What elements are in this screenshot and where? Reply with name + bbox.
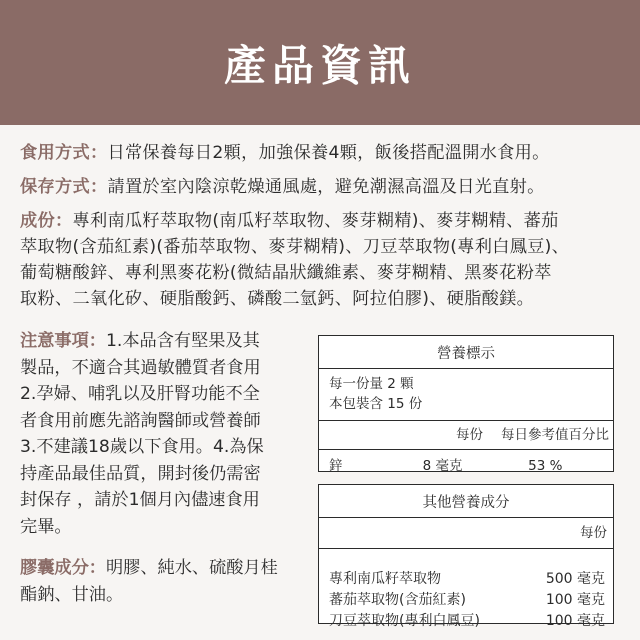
nutrient-percent: 53 % (528, 458, 563, 474)
col-daily-value: 每日參考值百分比 (501, 427, 609, 443)
storage-section (20, 174, 626, 200)
notes-line: 注意事項：1.本品含有堅果及其 (20, 331, 260, 351)
ingredients-line: 成份：專利南瓜籽萃取物(南瓜籽萃取物、麥芽糊精)、麥芽糊精、蕃茄 (20, 211, 559, 231)
notes-label: 注意事項： (20, 331, 106, 351)
nutrition-serving-info (319, 369, 613, 421)
other-nutrients-table (318, 484, 614, 629)
usage-section (20, 140, 626, 166)
other-col-per-serving: 每份 (319, 520, 613, 549)
list-item: 專利南瓜籽萃取物 500 毫克 (329, 571, 605, 587)
notes-section (20, 328, 310, 540)
nutrition-facts-table (318, 335, 614, 472)
ingredients-line: 葡萄糖酸鋅、專利黑麥花粉(微結晶狀纖維素、麥芽糊精、黑麥花粉萃 (20, 263, 552, 283)
header-banner (0, 0, 640, 125)
usage-text: 日常保養每日2顆，加強保養4顆，飯後搭配溫開水食用。 (107, 143, 550, 163)
col-per-serving: 每份 (456, 427, 483, 443)
storage-text: 請置於室內陰涼乾燥通風處，避免潮濕高溫及日光直射。 (107, 177, 545, 197)
nutrient-amount: 8 毫克 (422, 458, 463, 474)
notes-line: 3.不建議18歲以下食用。4.為保 (20, 437, 264, 457)
notes-line: 完畢。 (20, 516, 72, 537)
list-item: 刀豆萃取物(專利白鳳豆) 100 毫克 (329, 613, 605, 629)
nutrition-title: 營養標示 (319, 336, 613, 369)
capsule-section (20, 555, 310, 608)
usage-label: 食用方式： (20, 143, 108, 163)
other-list (319, 549, 613, 632)
notes-line: 持產品最佳品質，開封後仍需密 (20, 463, 261, 484)
notes-line: 封保存 ，請於1個月內儘速食用 (20, 490, 260, 510)
ingredients-section (20, 208, 626, 312)
capsule-label: 膠囊成分： (20, 558, 106, 578)
notes-line: 2.孕婦、哺乳以及肝腎功能不全 (20, 384, 260, 404)
other-title: 其他營養成分 (319, 485, 613, 518)
list-item: 蕃茄萃取物(含茄紅素) 100 毫克 (329, 592, 605, 608)
capsule-line: 膠囊成分：明膠、純水、硫酸月桂 (20, 558, 278, 578)
serving-size: 每一份量 2 顆 (329, 376, 414, 392)
servings-per-pack: 本包裝含 15 份 (329, 396, 423, 412)
nutrition-column-headers (319, 421, 613, 450)
ingredients-line: 取粉、二氧化矽、硬脂酸鈣、磷酸二氫鈣、阿拉伯膠)、硬脂酸鎂。 (20, 289, 535, 309)
notes-line: 者食用前應先諮詢醫師或營養師 (20, 410, 261, 431)
ingredients-label: 成份： (20, 211, 73, 231)
nutrition-row (319, 450, 613, 482)
ingredients-line: 萃取物(含茄紅素)(番茄萃取物、麥芽糊精)、刀豆萃取物(專利白鳳豆)、 (20, 237, 570, 257)
page-title: 產品資訊 (223, 40, 416, 90)
capsule-line: 酯鈉、甘油。 (20, 584, 124, 605)
storage-label: 保存方式： (20, 177, 108, 197)
notes-line: 製品，不適合其過敏體質者食用 (20, 357, 261, 378)
nutrient-name: 鋅 (329, 458, 343, 474)
